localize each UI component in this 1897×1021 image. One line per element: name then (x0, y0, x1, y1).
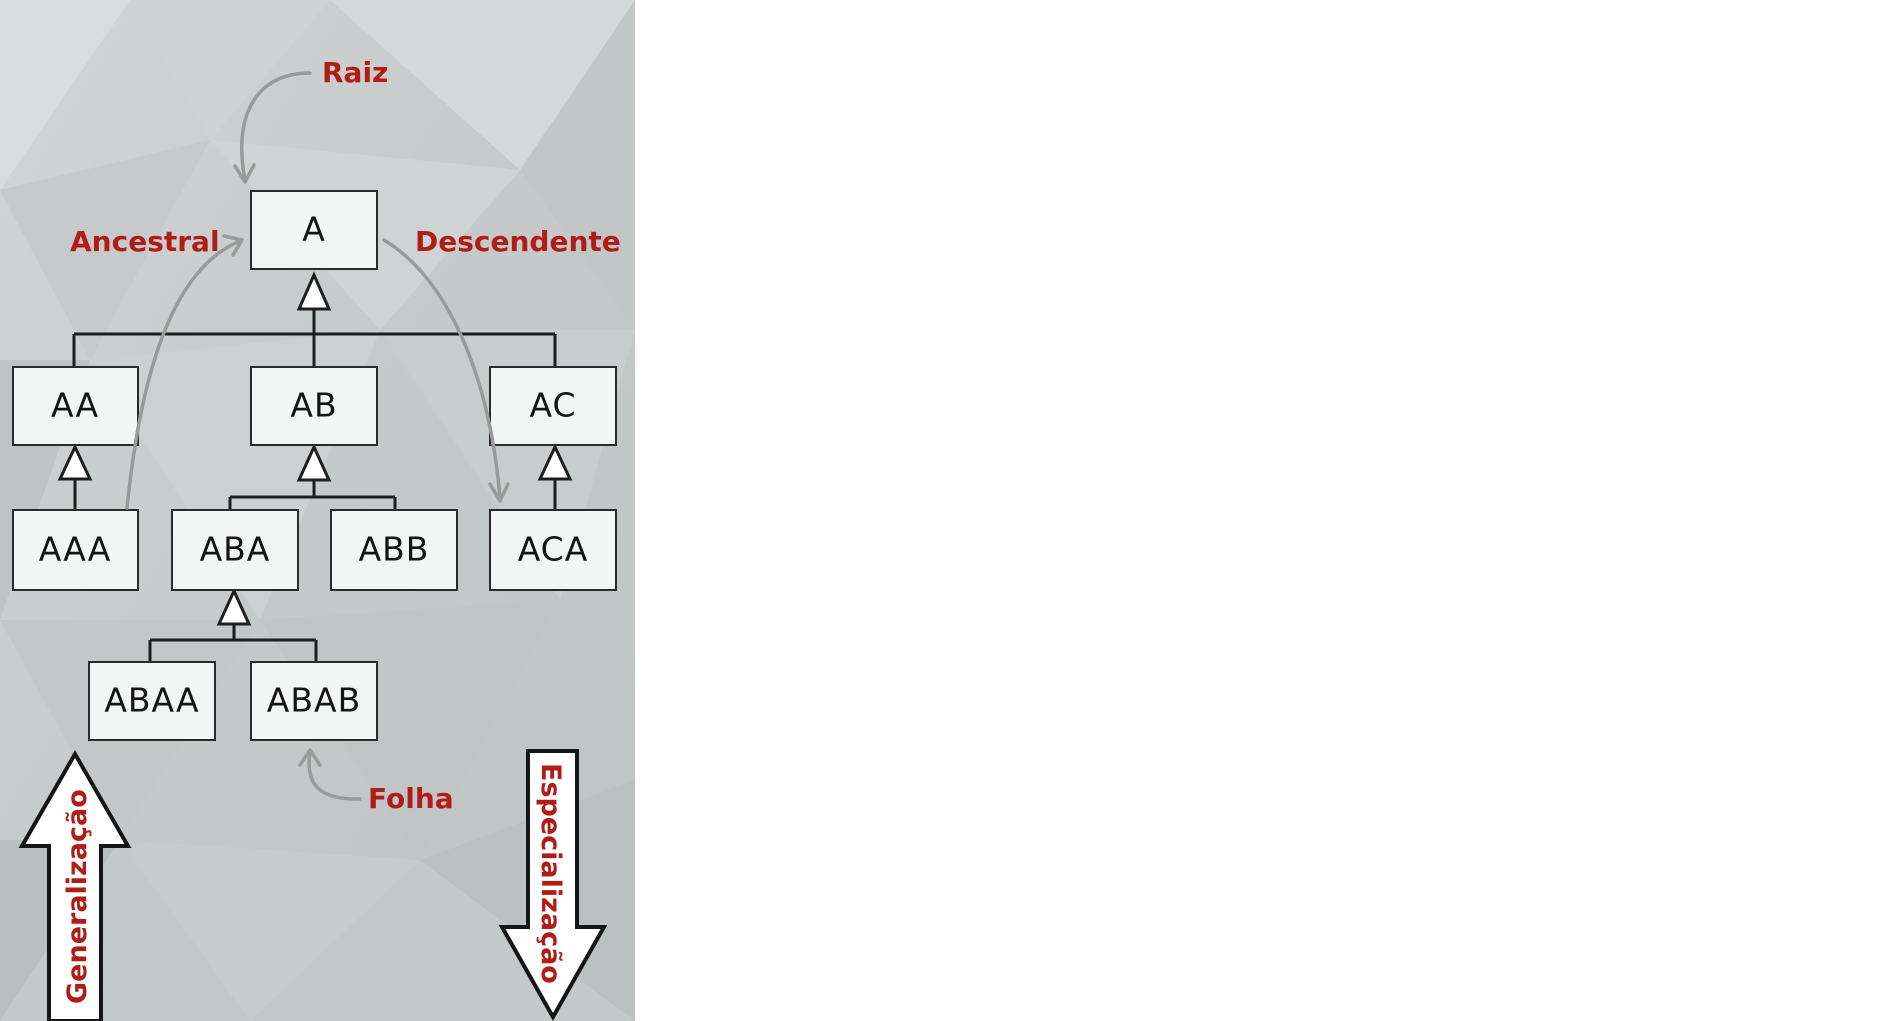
svg-text:AA: AA (50, 385, 100, 425)
svg-text:ABAB: ABAB (266, 680, 362, 720)
svg-text:A: A (302, 209, 326, 249)
leaf-label: Folha (368, 782, 454, 815)
svg-text:ABB: ABB (358, 529, 430, 569)
svg-text:AAA: AAA (38, 529, 112, 569)
svg-text:ABA: ABA (199, 529, 271, 569)
node-AB (251, 367, 377, 445)
root-label: Raiz (322, 56, 389, 89)
svg-text:ABAA: ABAA (104, 680, 200, 720)
node-AC (490, 367, 616, 445)
node-ABA (172, 510, 298, 590)
specialization-label: Especialização (535, 763, 566, 984)
svg-text:ACA: ACA (517, 529, 589, 569)
svg-text:AB: AB (290, 385, 338, 425)
node-ABB (331, 510, 457, 590)
node-A (251, 191, 377, 269)
node-ACA (490, 510, 616, 590)
inheritance-tree-diagram (0, 0, 635, 1021)
node-AA (13, 367, 138, 445)
ancestor-label: Ancestral (70, 225, 220, 258)
generalization-label: Generalização (62, 789, 93, 1004)
diagram-panel (0, 0, 635, 1021)
svg-text:AC: AC (529, 385, 577, 425)
node-ABAB (251, 662, 377, 740)
node-AAA (13, 510, 138, 590)
descendant-label: Descendente (415, 225, 621, 258)
node-ABAA (89, 662, 215, 740)
